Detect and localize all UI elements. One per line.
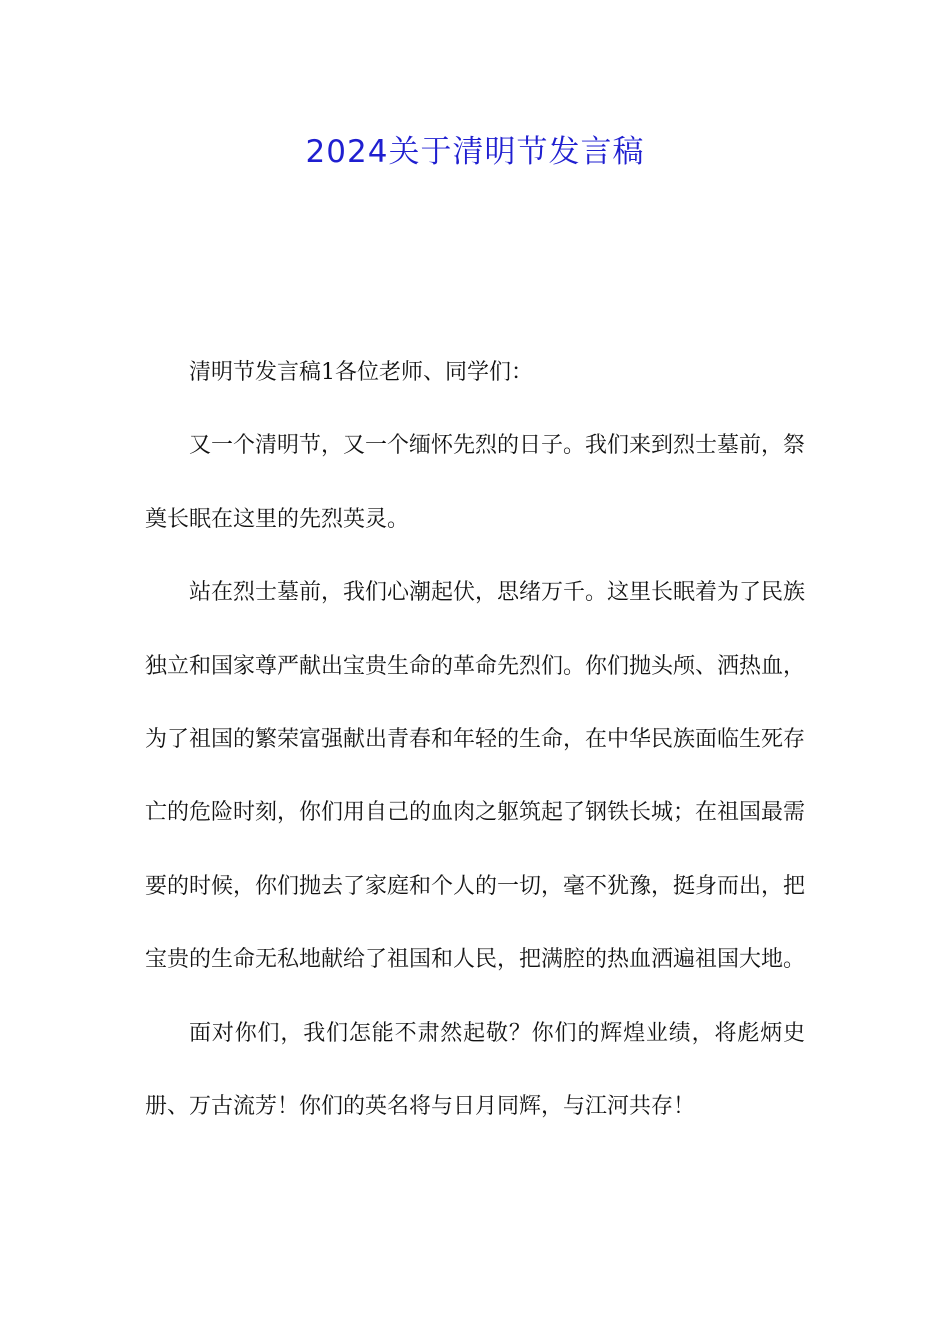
- paragraph-greeting: 清明节发言稿1各位老师、同学们：: [189, 360, 533, 385]
- document-title: 2024关于清明节发言稿: [305, 134, 645, 170]
- paragraph-opening: 又一个清明节，又一个缅怀先烈的日子。我们来到烈士墓前，祭奠长眠在这里的先烈英灵。: [145, 433, 806, 532]
- document-body: [145, 336, 805, 1143]
- paragraph-respect: 面对你们，我们怎能不肃然起敬？你们的辉煌业绩，将彪炳史册、万古流芳！你们的英名将与日月同辉，与江河共存！: [145, 1020, 805, 1120]
- paragraph-tribute: 站在烈士墓前，我们心潮起伏，思绪万千。这里长眠着为了民族独立和国家尊严献出宝贵生命的革命先烈们。你们抛头颅、洒热血，为了祖国的繁荣富强献出青春和年轻的生命，在中华民族面临生死存亡的危险时刻，你们用自己的血肉之躯筑起了钢铁长城；在祖国最需要的时候，你们抛去了家庭和个人的一切，毫不犹豫，挺身而出，把宝贵的生命无私地献给了祖国和人民，把满腔的热血洒遍祖国大地。: [145, 580, 806, 973]
